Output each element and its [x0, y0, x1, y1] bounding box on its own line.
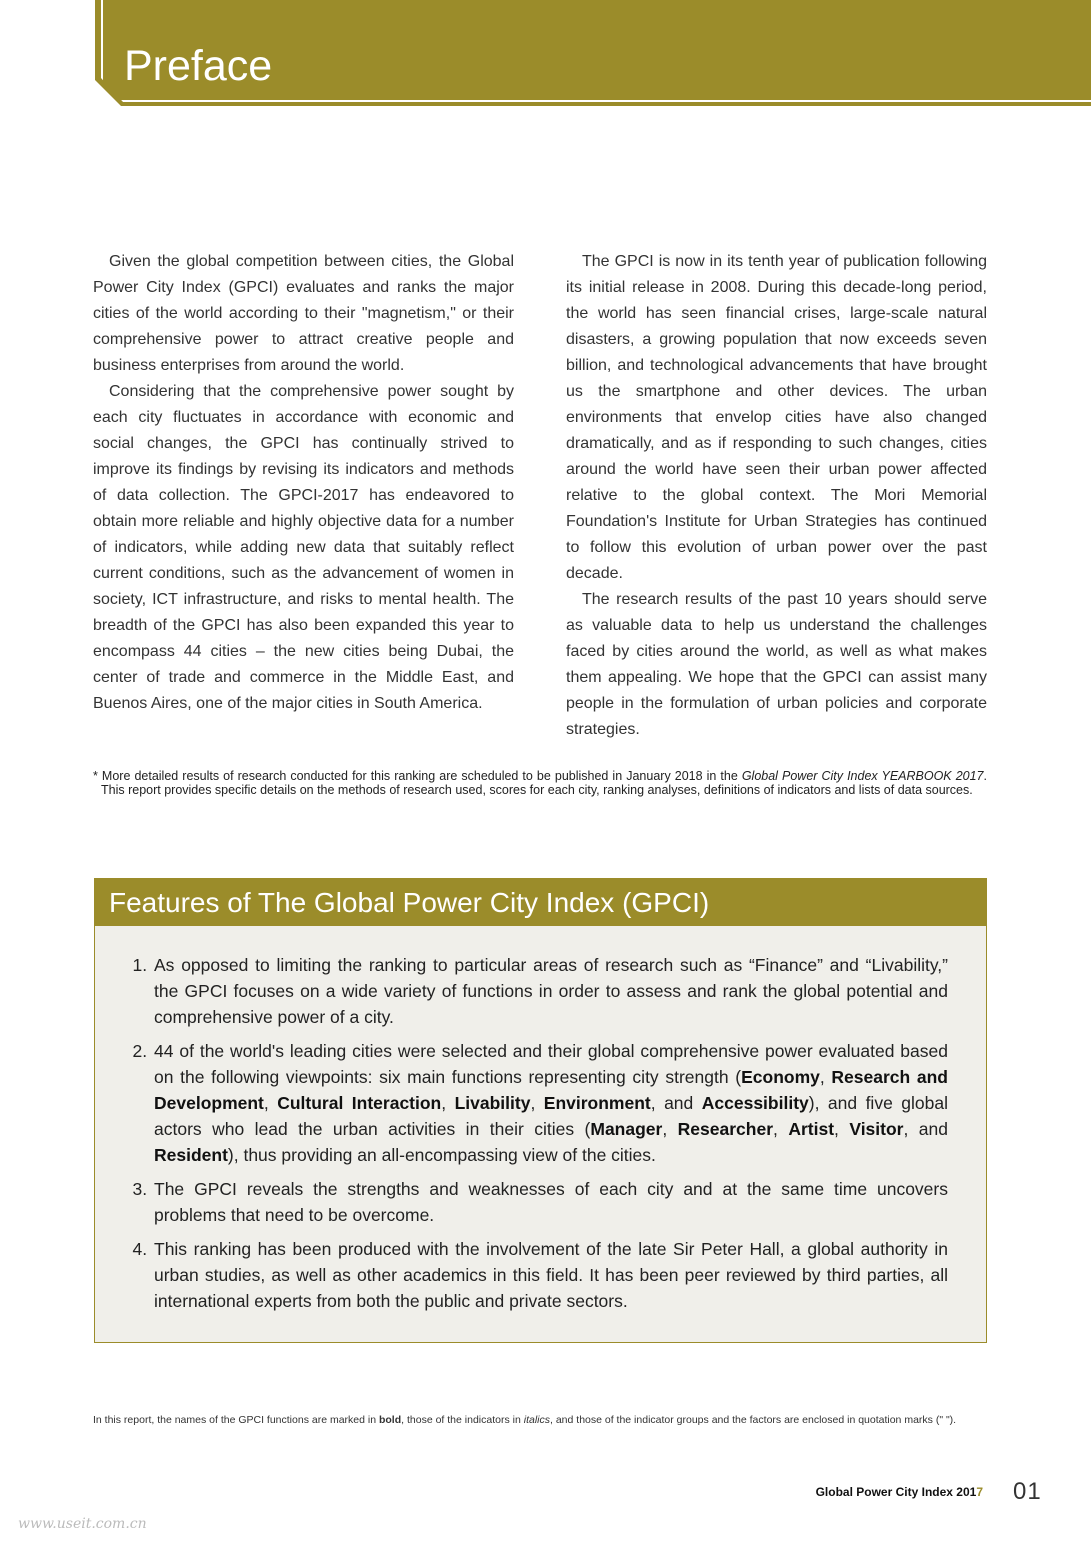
text: , those of the indicators in — [401, 1414, 524, 1426]
function-livability: Livability — [454, 1093, 531, 1113]
text-bold: bold — [378, 1414, 402, 1426]
footer-title — [816, 1485, 983, 1499]
text: , — [834, 1119, 850, 1139]
text-italic: italics — [523, 1414, 550, 1426]
text: , — [819, 1067, 832, 1087]
function-cultural: Cultural Interaction — [277, 1093, 442, 1113]
footnote — [93, 769, 987, 797]
function-economy: Economy — [741, 1067, 820, 1087]
features-box — [94, 878, 987, 1343]
text: 44 of the world's leading cities were selected and their global comprehensive power evaluated based on the following viewpoints: six main functions representing city strength ( — [154, 1041, 948, 1087]
actor-manager: Manager — [590, 1119, 663, 1139]
right-column — [566, 249, 987, 743]
text: In this report, the names of the GPCI functions are marked in — [93, 1414, 379, 1426]
text: , and — [650, 1093, 702, 1113]
text: , — [263, 1093, 278, 1113]
feature-item: 1. As opposed to limiting the ranking to particular areas of research such as “Finance” and “Livability,” the GPCI focuses on a wide variety of functions in order to assess and rank the global potential and comprehensive power of a city. — [152, 952, 948, 1030]
text: , — [441, 1093, 455, 1113]
actor-visitor: Visitor — [849, 1119, 904, 1139]
text: , and — [903, 1119, 948, 1139]
function-accessibility: Accessibility — [701, 1093, 809, 1113]
actor-artist: Artist — [788, 1119, 835, 1139]
notation-legend — [93, 1414, 987, 1426]
text: , — [773, 1119, 789, 1139]
footnote-title: Global Power City Index YEARBOOK 2017 — [741, 769, 984, 783]
footnote-text: . This report provides specific details on the methods of research used, scores for each city, ranking analyses, definitions of indicators and lists of data sources. — [101, 769, 987, 797]
watermark: www.useit.com.cn — [18, 1516, 147, 1532]
text: ), thus providing an all-encompassing view of the cities. — [227, 1145, 656, 1165]
text: ), and five global actors who lead the urban activities in their cities ( — [154, 1093, 948, 1139]
page-number: 01 — [1013, 1478, 1042, 1505]
actor-resident: Resident — [154, 1145, 228, 1165]
left-column — [93, 249, 514, 717]
paragraph: Considering that the comprehensive power sought by each city fluctuates in accordance with economic and social changes, the GPCI has continually strived to improve its findings by revising its indicators and methods of data collection. The GPCI-2017 has endeavored to obtain more reliable and highly objective data for a number of indicators, while adding new data that suitably reflect current conditions, such as the advancement of women in society, ICT infrastructure, and risks to mental health. The breadth of the GPCI has also been expanded this year to encompass 44 cities – the new cities being Dubai, the center of trade and commerce in the Middle East, and Buenos Aires, one of the major cities in South America. — [93, 383, 514, 712]
function-environment: Environment — [543, 1093, 651, 1113]
feature-item: 4. This ranking has been produced with the involvement of the late Sir Peter Hall, a global authority in urban studies, as well as other academics in this field. It has been peer reviewed by third parties, all international experts from both the public and private sectors. — [152, 1236, 948, 1314]
text: , — [530, 1093, 544, 1113]
page-title: Preface — [124, 42, 273, 90]
paragraph: The research results of the past 10 years should serve as valuable data to help us understand the challenges faced by cities around the world, as well as what makes them appealing. We hope that the GPCI can assist many people in the formulation of urban policies and corporate strategies. — [566, 591, 987, 738]
footnote-text: * More detailed results of research conducted for this ranking are scheduled to be published in January 2018 in the — [93, 769, 742, 783]
features-title: Features of The Global Power City Index (GPCI) — [95, 879, 986, 926]
footer-text: Global Power City Index 201 — [815, 1485, 977, 1499]
function-rd: Research and Development — [154, 1067, 948, 1113]
feature-item — [152, 1038, 948, 1168]
actor-researcher: Researcher — [677, 1119, 774, 1139]
feature-item: 3. The GPCI reveals the strengths and weaknesses of each city and at the same time uncovers problems that need to be overcome. — [152, 1176, 948, 1228]
paragraph: The GPCI is now in its tenth year of publication following its initial release in 2008. During this decade-long period, the world has seen financial crises, large-scale natural disasters, a growing population that now exceeds seven billion, and technological advancements that have brought us the smartphone and other devices. The urban environments that envelop cities have also changed dramatically, and as if responding to such changes, cities around the world have seen their urban power affected relative to the global context. The Mori Memorial Foundation's Institute for Urban Strategies has continued to follow this evolution of urban power over the past decade. — [566, 253, 987, 582]
features-list — [95, 926, 986, 1314]
text: , and those of the indicator groups and the factors are enclosed in quotation marks (" "). — [550, 1414, 957, 1426]
footer-accent: 7 — [976, 1485, 983, 1499]
paragraph: Given the global competition between cities, the Global Power City Index (GPCI) evaluates and ranks the major cities of the world according to their "magnetism," or their comprehensive power to attract creative people and business enterprises from around the world. — [93, 253, 514, 374]
text: , — [662, 1119, 678, 1139]
